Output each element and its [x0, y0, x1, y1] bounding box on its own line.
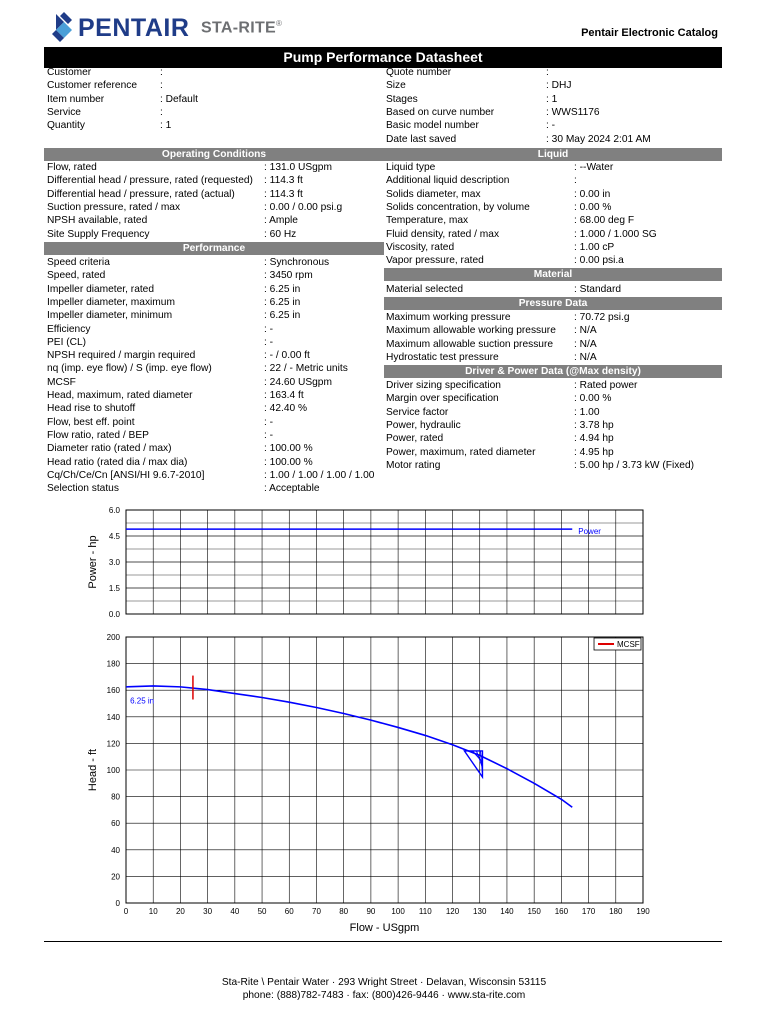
operating-value: : Ample — [264, 215, 298, 227]
performance-value: : - / 0.00 ft — [264, 350, 310, 362]
x-tick-label: 30 — [203, 907, 213, 916]
driver-value: : Rated power — [574, 380, 638, 391]
y-tick-label: 20 — [111, 872, 120, 882]
x-tick-label: 180 — [609, 907, 623, 916]
y-tick-label: 0 — [115, 899, 120, 908]
pressure-value: : N/A — [574, 325, 597, 337]
x-axis-label: Flow - USgpm — [349, 922, 420, 934]
performance-label: PEI (CL) — [47, 336, 87, 348]
y-tick-label: 3.0 — [108, 558, 120, 567]
quote-value: : 30 May 2024 2:01 AM — [546, 133, 651, 145]
y-tick-label: 4.5 — [108, 532, 120, 541]
liquid-value: : 1.000 / 1.000 SG — [574, 228, 657, 240]
performance-label: Head, maximum, rated diameter — [47, 390, 193, 401]
performance-value: : 100.00 % — [264, 443, 313, 455]
info-value: : — [160, 106, 163, 118]
pressure-value: : N/A — [574, 351, 597, 363]
info-value: : 1 — [160, 120, 172, 132]
y-tick-label: 0.0 — [108, 610, 120, 619]
performance-value: : 42.40 % — [264, 403, 308, 415]
x-tick-label: 40 — [230, 907, 240, 916]
section-material: Material — [384, 268, 722, 281]
info-label: Customer reference — [47, 80, 138, 92]
driver-label: Driver sizing specification — [386, 380, 501, 391]
x-tick-label: 120 — [445, 907, 460, 916]
pressure-value: : N/A — [574, 338, 597, 350]
performance-value: : - — [264, 336, 274, 348]
quote-value: : 1 — [546, 93, 558, 105]
material-value: : Standard — [574, 284, 622, 295]
y-tick-label: 60 — [111, 819, 120, 829]
x-tick-label: 10 — [148, 907, 158, 916]
performance-label: Speed, rated — [47, 270, 106, 282]
y-tick-label: 100 — [106, 766, 120, 775]
performance-value: : - — [264, 323, 274, 335]
quote-label: Size — [386, 80, 406, 92]
performance-label: Head rise to shutoff — [47, 403, 136, 415]
driver-value: : 4.95 hp — [574, 446, 614, 458]
y-tick-label: 140 — [106, 712, 120, 722]
y-tick-label: 1.5 — [108, 584, 120, 593]
x-tick-label: 190 — [636, 907, 650, 916]
y-tick-label: 6.0 — [108, 506, 120, 515]
y-tick-label: 40 — [111, 845, 120, 855]
liquid-label: Viscosity, rated — [386, 241, 455, 253]
y-tick-label: 200 — [106, 633, 120, 642]
performance-label: Impeller diameter, minimum — [47, 310, 173, 322]
curve-diameter-label: 6.25 in — [130, 696, 155, 706]
y-axis-label: Power - hp — [87, 535, 99, 589]
x-tick-label: 170 — [581, 907, 596, 916]
x-tick-label: 110 — [418, 907, 432, 916]
performance-label: Speed criteria — [47, 257, 110, 268]
info-label: Service — [47, 106, 81, 118]
info-value: : Default — [160, 93, 198, 105]
driver-value: : 1.00 — [574, 406, 600, 418]
info-value: : — [160, 67, 163, 78]
y-tick-label: 120 — [106, 739, 120, 749]
performance-label: Efficiency — [47, 323, 91, 335]
liquid-value: : 0.00 psi.a — [574, 255, 624, 267]
liquid-label: Additional liquid description — [386, 175, 510, 187]
pentair-logo-icon — [52, 10, 76, 46]
pressure-label: Hydrostatic test pressure — [386, 351, 499, 363]
sub-brand-name: STA-RITE® — [201, 19, 283, 37]
chart-bottom-rule — [44, 941, 722, 942]
performance-label: Diameter ratio (rated / max) — [47, 443, 172, 455]
quote-label: Stages — [386, 93, 418, 105]
x-tick-label: 50 — [257, 907, 267, 916]
operating-label: Flow, rated — [47, 162, 97, 173]
driver-label: Margin over specification — [386, 393, 499, 405]
liquid-label: Liquid type — [386, 162, 436, 173]
liquid-label: Fluid density, rated / max — [386, 228, 500, 240]
y-tick-label: 80 — [111, 792, 120, 802]
performance-label: NPSH required / margin required — [47, 350, 196, 362]
operating-label: Site Supply Frequency — [47, 228, 150, 240]
performance-value: : - — [264, 416, 274, 428]
footer-address: Sta-Rite \ Pentair Water · 293 Wright Street · Delavan, Wisconsin 53115 — [221, 977, 547, 988]
x-tick-label: 20 — [175, 907, 185, 916]
y-axis-label: Head - ft — [87, 748, 99, 792]
x-tick-label: 160 — [554, 907, 569, 916]
y-tick-label: 160 — [106, 686, 120, 696]
driver-label: Power, maximum, rated diameter — [386, 446, 536, 458]
quote-value: : — [546, 67, 549, 78]
pressure-label: Maximum allowable suction pressure — [386, 338, 554, 350]
operating-label: Differential head / pressure, rated (actual) — [47, 188, 235, 200]
quote-value: : - — [546, 120, 556, 132]
section-performance: Performance — [44, 242, 384, 255]
catalog-label: Pentair Electronic Catalog — [581, 27, 718, 39]
x-tick-label: 90 — [366, 907, 376, 916]
operating-label: Suction pressure, rated / max — [47, 201, 181, 213]
quote-label: Based on curve number — [386, 106, 495, 118]
liquid-value: : — [574, 175, 577, 187]
quote-label: Date last saved — [386, 133, 457, 145]
x-tick-label: 80 — [339, 907, 349, 916]
liquid-value: : 0.00 in — [574, 188, 611, 200]
performance-label: Cq/Ch/Ce/Cn [ANSI/HI 9.6.7-2010] — [47, 469, 205, 481]
driver-value: : 4.94 hp — [574, 433, 614, 445]
operating-label: NPSH available, rated — [47, 215, 148, 227]
power-chart — [0, 500, 768, 630]
performance-label: Impeller diameter, rated — [47, 283, 155, 295]
performance-label: nq (imp. eye flow) / S (imp. eye flow) — [47, 363, 212, 375]
pressure-label: Maximum working pressure — [386, 312, 511, 323]
footer-contact: phone: (888)782-7483 · fax: (800)426-9446 · www.sta-rite.com — [242, 990, 526, 1001]
performance-value: : 100.00 % — [264, 456, 313, 468]
section-liquid: Liquid — [384, 148, 722, 161]
performance-value: : - — [264, 429, 274, 441]
quote-value: : DHJ — [546, 80, 572, 92]
performance-value: : 1.00 / 1.00 / 1.00 / 1.00 — [264, 469, 375, 481]
performance-value: : 22 / - Metric units — [264, 363, 348, 375]
quote-value: : WWS1176 — [546, 106, 600, 118]
x-tick-label: 150 — [527, 907, 541, 916]
info-label: Customer — [47, 67, 92, 78]
performance-value: : 6.25 in — [264, 283, 301, 295]
x-tick-label: 70 — [312, 907, 321, 916]
power-series-label: Power — [578, 527, 601, 537]
operating-value: : 0.00 / 0.00 psi.g — [264, 201, 343, 213]
performance-value: : 3450 rpm — [264, 270, 313, 282]
performance-value: : 6.25 in — [264, 310, 301, 322]
liquid-label: Temperature, max — [386, 215, 469, 227]
performance-label: Head ratio (rated dia / max dia) — [47, 456, 188, 468]
liquid-label: Vapor pressure, rated — [386, 255, 484, 267]
x-tick-label: 100 — [391, 907, 405, 916]
liquid-label: Solids concentration, by volume — [386, 201, 530, 213]
quote-label: Basic model number — [386, 120, 479, 132]
performance-value: : 6.25 in — [264, 296, 301, 308]
x-tick-label: 0 — [123, 907, 129, 916]
section-operating-conditions: Operating Conditions — [44, 148, 384, 161]
driver-label: Motor rating — [386, 459, 441, 471]
info-label: Quantity — [47, 120, 85, 132]
performance-label: Impeller diameter, maximum — [47, 296, 175, 308]
quote-label: Quote number — [386, 67, 452, 78]
page-title: Pump Performance Datasheet — [44, 47, 722, 68]
performance-label: Flow ratio, rated / BEP — [47, 429, 149, 441]
section-driver-power: Driver & Power Data (@Max density) — [384, 365, 722, 378]
driver-label: Service factor — [386, 406, 449, 418]
x-tick-label: 140 — [500, 907, 514, 916]
info-label: Item number — [47, 93, 105, 105]
pressure-value: : 70.72 psi.g — [574, 312, 630, 323]
material-label: Material selected — [386, 284, 464, 295]
driver-value: : 5.00 hp / 3.73 kW (Fixed) — [574, 459, 695, 471]
performance-label: Flow, best eff. point — [47, 416, 135, 428]
operating-value: : 131.0 USgpm — [264, 162, 332, 173]
legend-mcsf-label: MCSF — [617, 640, 640, 649]
x-tick-label: 60 — [284, 907, 294, 916]
driver-value: : 3.78 hp — [574, 419, 614, 431]
liquid-value: : 0.00 % — [574, 201, 612, 213]
performance-value: : 163.4 ft — [264, 390, 304, 401]
section-pressure-data: Pressure Data — [384, 297, 722, 310]
head-chart — [0, 628, 768, 938]
liquid-value: : 1.00 cP — [574, 241, 615, 253]
performance-label: MCSF — [47, 376, 76, 388]
driver-label: Power, rated — [386, 433, 444, 445]
info-value: : — [160, 80, 163, 92]
driver-value: : 0.00 % — [574, 393, 612, 405]
operating-value: : 60 Hz — [264, 228, 297, 240]
brand-name: PENTAIR — [78, 14, 190, 42]
operating-value: : 114.3 ft — [264, 175, 303, 187]
liquid-label: Solids diameter, max — [386, 188, 481, 200]
pressure-label: Maximum allowable working pressure — [386, 325, 556, 337]
liquid-value: : --Water — [574, 162, 614, 173]
x-tick-label: 130 — [473, 907, 487, 916]
operating-value: : 114.3 ft — [264, 188, 303, 200]
performance-value: : Synchronous — [264, 257, 330, 268]
operating-label: Differential head / pressure, rated (requested) — [47, 175, 253, 187]
liquid-value: : 68.00 deg F — [574, 215, 635, 227]
y-tick-label: 180 — [106, 659, 120, 669]
performance-value: : 24.60 USgpm — [264, 376, 332, 388]
performance-value: : Acceptable — [264, 483, 320, 495]
performance-label: Selection status — [47, 483, 119, 495]
driver-label: Power, hydraulic — [386, 419, 461, 431]
